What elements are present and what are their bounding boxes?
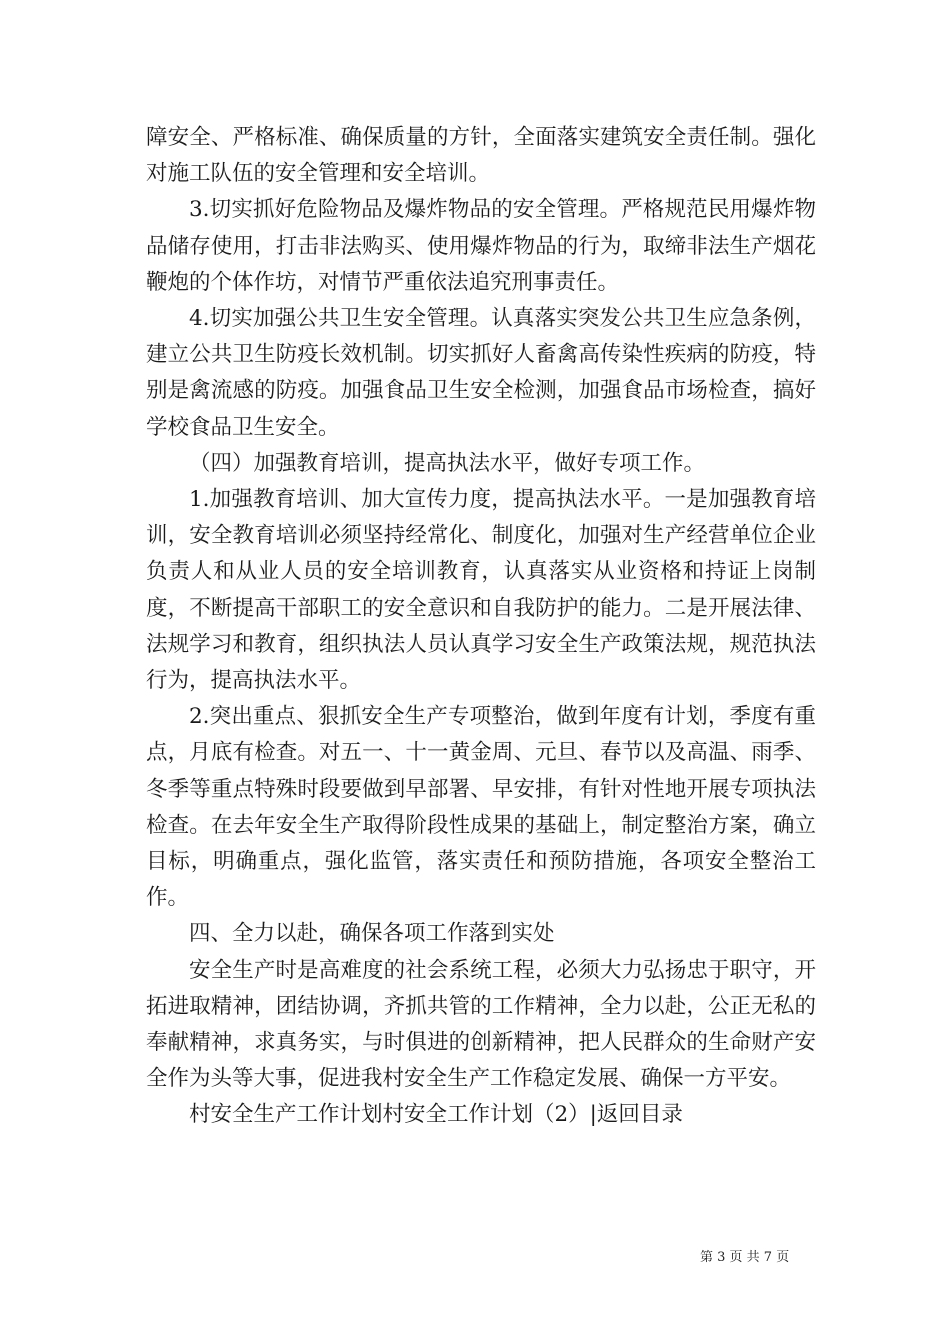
paragraph-6: 2.突出重点、狠抓安全生产专项整治，做到年度有计划，季度有重点，月底有检查。对五一、十一黄金周、元旦、春节以及高温、雨季、冬季等重点特殊时段要做到早部署、早安排，有针对性地开展专项执法检查。在去年安全生产取得阶段性成果的基础上，制定整治方案，确立目标，明确重点，强化监管，落实责任和预防措施，各项安全整治工作。 [146, 704, 816, 911]
section-heading-4: （四）加强教育培训，提高执法水平，做好专项工作。 [189, 450, 706, 476]
paragraph-5: 1.加强教育培训、加大宣传力度，提高执法水平。一是加强教育培训，安全教育培训必须坚持经常化、制度化，加强对生产经营单位企业负责人和从业人员的安全培训教育，认真落实从业资格和持证上岗制度，不断提高干部职工的安全意识和自我防护的能力。二是开展法律、法规学习和教育，组织执法人员认真学习安全生产政策法规，规范执法行为，提高执法水平。 [146, 487, 816, 694]
paragraph-2: 3.切实抓好危险物品及爆炸物品的安全管理。严格规范民用爆炸物品储存使用，打击非法购买、使用爆炸物品的行为，取缔非法生产烟花鞭炮的个体作坊，对情节严重依法追究刑事责任。 [146, 197, 816, 295]
paragraph-3: 4.切实加强公共卫生安全管理。认真落实突发公共卫生应急条例，建立公共卫生防疫长效机制。切实抓好人畜禽高传染性疾病的防疫，特别是禽流感的防疫。加强食品卫生安全检测，加强食品市场检查，搞好学校食品卫生安全。 [146, 306, 816, 440]
page-number: 第 3 页 共 7 页 [700, 1250, 790, 1265]
section-heading-7: 四、全力以赴，确保各项工作落到实处 [189, 921, 555, 947]
document-body [146, 120, 816, 1134]
return-to-toc-link[interactable]: 村安全生产工作计划村安全工作计划（2）|返回目录 [189, 1102, 683, 1128]
paragraph-1: 障安全、严格标准、确保质量的方针，全面落实建筑安全责任制。强化对施工队伍的安全管理和安全培训。 [146, 125, 816, 187]
paragraph-8: 安全生产时是高难度的社会系统工程，必须大力弘扬忠于职守，开拓进取精神，团结协调，齐抓共管的工作精神，全力以赴，公正无私的奉献精神，求真务实，与时俱进的创新精神，把人民群众的生命财产安全作为头等大事，促进我村安全生产工作稳定发展、确保一方平安。 [146, 957, 816, 1092]
